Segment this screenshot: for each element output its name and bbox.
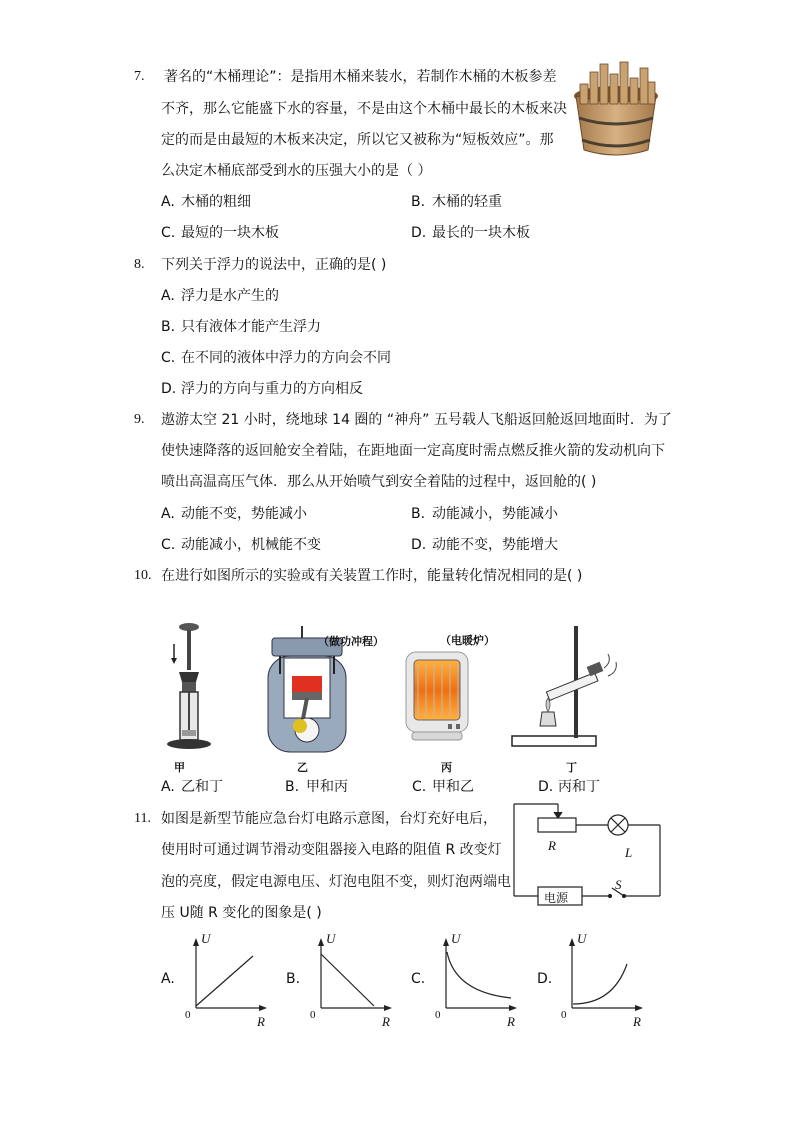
y-axis-arrow [443,938,449,946]
circuit-diagram [512,802,664,910]
y-axis-label: U [201,931,211,946]
graph-option-label: A. [161,971,175,987]
question-7-stem-line-4: 么决定木桶底部受到水的压强大小的是（ ） [161,163,432,179]
q9-option-b-label: B. [411,506,426,522]
figure-caption-yi: 乙 [297,761,308,774]
origin-label: 0 [561,1009,567,1021]
q10-option-b-label: B. [285,779,300,795]
q8-option-b-label: B. [161,319,176,335]
x-axis-arrow [259,1005,267,1011]
q7-option-b: 木桶的轻重 [432,194,502,210]
resistor-label: R [548,838,556,853]
graph-option-label: D. [537,971,553,987]
test-tube-heating-icon [510,624,630,750]
x-axis-label: R [257,1014,265,1029]
q9-option-d-label: D. [411,537,427,553]
q7-option-d-label: D. [411,225,427,241]
switch-label: S [615,877,622,892]
question-11-number: 11. [134,811,151,826]
q7-option-c: 最短的一块木板 [181,225,279,241]
question-7-number: 7. [134,69,145,84]
q7-option-a: 木桶的粗细 [181,194,251,210]
question-11-stem-line-4: 压 U随 R 变化的图象是( ) [161,905,322,921]
question-9-stem-line-1: 遨游太空 21 小时，绕地球 14 圈的 “神舟” 五号载人飞船返回舱返回地面时．为了 [161,412,672,428]
q9-option-a-label: A. [161,506,175,522]
question-8-number: 8. [134,257,145,272]
question-10-number: 10. [134,568,152,583]
figure-caption-ding: 丁 [566,761,577,774]
u-r-graph [441,934,521,1024]
air-compression-apparatus-icon [164,622,214,754]
q9-option-a: 动能不变，势能减小 [181,506,307,522]
graph-curve [196,956,253,1006]
q10-option-c-label: C. [412,779,427,795]
question-8-stem: 下列关于浮力的说法中，正确的是( ) [161,257,387,273]
q9-option-c-label: C. [161,537,176,553]
question-7-stem-line-3: 定的而是由最短的木板来决定，所以它又被称为“短板效应”。那 [161,132,554,148]
electric-heater-label: （电暖炉） [440,634,495,647]
question-11-stem-line-2: 使用时可通过调节滑动变阻器接入电路的阻值 R 改变灯 [161,842,502,858]
origin-label: 0 [435,1009,441,1021]
q8-option-a-label: A. [161,288,175,304]
engine-power-stroke-label: （做功冲程） [318,635,384,648]
figure-caption-bing: 丙 [441,761,452,774]
question-7-stem-line-1: 著名的“木桶理论”：是指用木桶来装水，若制作木桶的木板参差 [164,69,557,85]
graph-option-label: C. [411,971,426,987]
y-axis-label: U [326,931,336,946]
y-axis-label: U [577,931,587,946]
graph-curve [447,952,511,998]
origin-label: 0 [185,1009,191,1021]
graph-curve [321,954,374,1006]
graph-curve [573,964,627,1004]
power-source-label: 电源 [544,891,569,905]
u-r-graph [316,934,396,1024]
x-axis-arrow [635,1005,643,1011]
question-9-number: 9. [134,412,145,427]
question-7-stem-line-2: 不齐，那么它能盛下水的容量，不是由这个木桶中最长的木板来决 [161,101,567,117]
q8-option-a: 浮力是水产生的 [181,288,279,304]
y-axis-arrow [569,938,575,946]
question-9-stem-line-3: 喷出高温高压气体．那么从开始喷气到安全着陆的过程中，返回舱的( ) [161,474,597,490]
question-11-stem-line-1: 如图是新型节能应急台灯电路示意图，台灯充好电后， [161,811,497,827]
q8-option-d-label: D. [161,381,177,397]
q9-option-c: 动能减小，机械能不变 [181,537,321,553]
q10-option-b: 甲和丙 [306,779,348,795]
graph-option-label: B. [286,971,301,987]
q7-option-c-label: C. [161,225,176,241]
q10-option-a: 乙和丁 [181,779,223,795]
x-axis-label: R [382,1014,390,1029]
question-11-stem-line-3: 泡的亮度，假定电源电压、灯泡电阻不变，则灯泡两端电 [161,874,511,890]
q8-option-d: 浮力的方向与重力的方向相反 [181,381,363,397]
electric-heater-icon [404,650,470,742]
q8-option-b: 只有液体才能产生浮力 [181,319,321,335]
q10-option-c: 甲和乙 [432,779,474,795]
origin-label: 0 [310,1009,316,1021]
x-axis-label: R [633,1014,641,1029]
q7-option-d: 最长的一块木板 [432,225,530,241]
q7-option-b-label: B. [411,194,426,210]
figure-caption-jia: 甲 [174,761,185,774]
q8-option-c-label: C. [161,350,176,366]
q8-option-c: 在不同的液体中浮力的方向会不同 [181,350,391,366]
y-axis-arrow [193,938,199,946]
q7-option-a-label: A. [161,194,175,210]
x-axis-arrow [509,1005,517,1011]
u-r-graph [191,934,271,1024]
q10-option-a-label: A. [161,779,175,795]
x-axis-arrow [384,1005,392,1011]
u-r-graph [567,934,647,1024]
question-9-stem-line-2: 使快速降落的返回舱安全着陆，在距地面一定高度时需点燃反推火箭的发动机向下 [161,443,665,459]
y-axis-arrow [318,938,324,946]
q9-option-d: 动能不变，势能增大 [432,537,558,553]
y-axis-label: U [451,931,461,946]
q10-option-d-label: D. [538,779,554,795]
q10-option-d: 丙和丁 [558,779,600,795]
lamp-label: L [625,845,633,860]
wooden-bucket-icon [570,60,662,158]
q9-option-b: 动能减小，势能减小 [432,506,558,522]
question-10-stem: 在进行如图所示的实验或有关装置工作时，能量转化情况相同的是( ) [161,568,583,584]
x-axis-label: R [507,1014,515,1029]
